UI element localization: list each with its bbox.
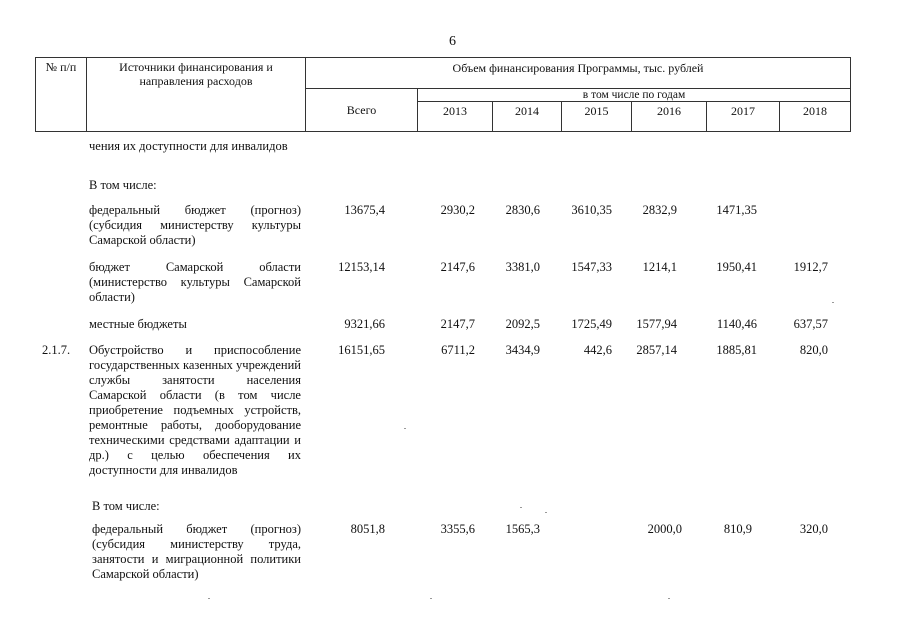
- row-source-text: федеральный бюджет (прогноз) (субсидия министерству культуры Самарской области): [89, 203, 301, 247]
- value-2015: 1725,49: [571, 317, 612, 331]
- value-2015: 1547,33: [571, 260, 612, 274]
- value-2017: 1140,46: [716, 317, 757, 331]
- header-col-no: № п/п: [36, 58, 87, 132]
- row-source-text: федеральный бюджет (прогноз) (субсидия министерству труда, занятости и миграционной политики Самарской области): [92, 522, 301, 581]
- header-col-by-years: в том числе по годам: [418, 89, 851, 102]
- value-total: 16151,65: [338, 343, 385, 357]
- value-2017: 810,9: [723, 522, 752, 536]
- scan-speck: [832, 302, 834, 303]
- header-year-2013: 2013: [418, 102, 493, 132]
- value-2016: 2832,9: [642, 203, 677, 217]
- value-2013: 2930,2: [440, 203, 475, 217]
- value-2015: 442,6: [583, 343, 612, 357]
- scan-speck: [668, 598, 670, 599]
- page-number: 6: [449, 34, 456, 49]
- value-2016: 1577,94: [636, 317, 677, 331]
- value-2017: 1950,41: [716, 260, 757, 274]
- header-year-2017: 2017: [707, 102, 780, 132]
- value-2013: 2147,7: [440, 317, 475, 331]
- value-2014: 3434,9: [505, 343, 540, 357]
- table-header: [35, 57, 851, 132]
- header-col-total: Всего: [306, 89, 418, 132]
- including-label-2: В том числе:: [92, 499, 160, 513]
- value-2017: 1885,81: [716, 343, 757, 357]
- row-number: 2.1.7.: [42, 343, 71, 357]
- header-year-2014: 2014: [493, 102, 562, 132]
- including-label-1: В том числе:: [89, 178, 157, 192]
- value-2016: 2000,0: [647, 522, 682, 536]
- header-col-volume: Объем финансирования Программы, тыс. рублей: [306, 58, 851, 89]
- value-2014: 2830,6: [505, 203, 540, 217]
- row-source-text: местные бюджеты: [89, 317, 187, 331]
- value-total: 9321,66: [344, 317, 385, 331]
- value-2013: 6711,2: [441, 343, 475, 357]
- value-2018: 637,57: [793, 317, 828, 331]
- value-2015: 3610,35: [571, 203, 612, 217]
- row-source-text: бюджет Самарской области (министерство культуры Самарской области): [89, 260, 301, 304]
- value-2017: 1471,35: [716, 203, 757, 217]
- header-year-2018: 2018: [780, 102, 851, 132]
- header-year-2016: 2016: [632, 102, 707, 132]
- value-2013: 2147,6: [440, 260, 475, 274]
- value-2018: 1912,7: [793, 260, 828, 274]
- value-2018: 320,0: [799, 522, 828, 536]
- value-total: 12153,14: [338, 260, 385, 274]
- value-2013: 3355,6: [440, 522, 475, 536]
- scan-speck: [520, 507, 522, 508]
- value-2016: 1214,1: [642, 260, 677, 274]
- value-total: 8051,8: [350, 522, 385, 536]
- value-2014: 1565,3: [505, 522, 540, 536]
- row-source-text: Обустройство и приспособление государственных казенных учреждений службы занятости населения Самарской области (в том числе приобретение подъемных устройств, ремонтные работы, дооборудование техническими средствами адаптации и др.) с целью обеспечения их доступности для инвалидов: [89, 343, 301, 477]
- scan-speck: [404, 428, 406, 429]
- header-col-sources: Источники финансирования и направления расходов: [87, 58, 306, 132]
- scan-speck: [545, 512, 547, 513]
- value-2014: 3381,0: [505, 260, 540, 274]
- value-2016: 2857,14: [636, 343, 677, 357]
- value-total: 13675,4: [344, 203, 385, 217]
- scan-speck: [208, 598, 210, 599]
- continuation-text: чения их доступности для инвалидов: [89, 139, 288, 153]
- value-2014: 2092,5: [505, 317, 540, 331]
- header-year-2015: 2015: [562, 102, 632, 132]
- value-2018: 820,0: [799, 343, 828, 357]
- scan-speck: [430, 598, 432, 599]
